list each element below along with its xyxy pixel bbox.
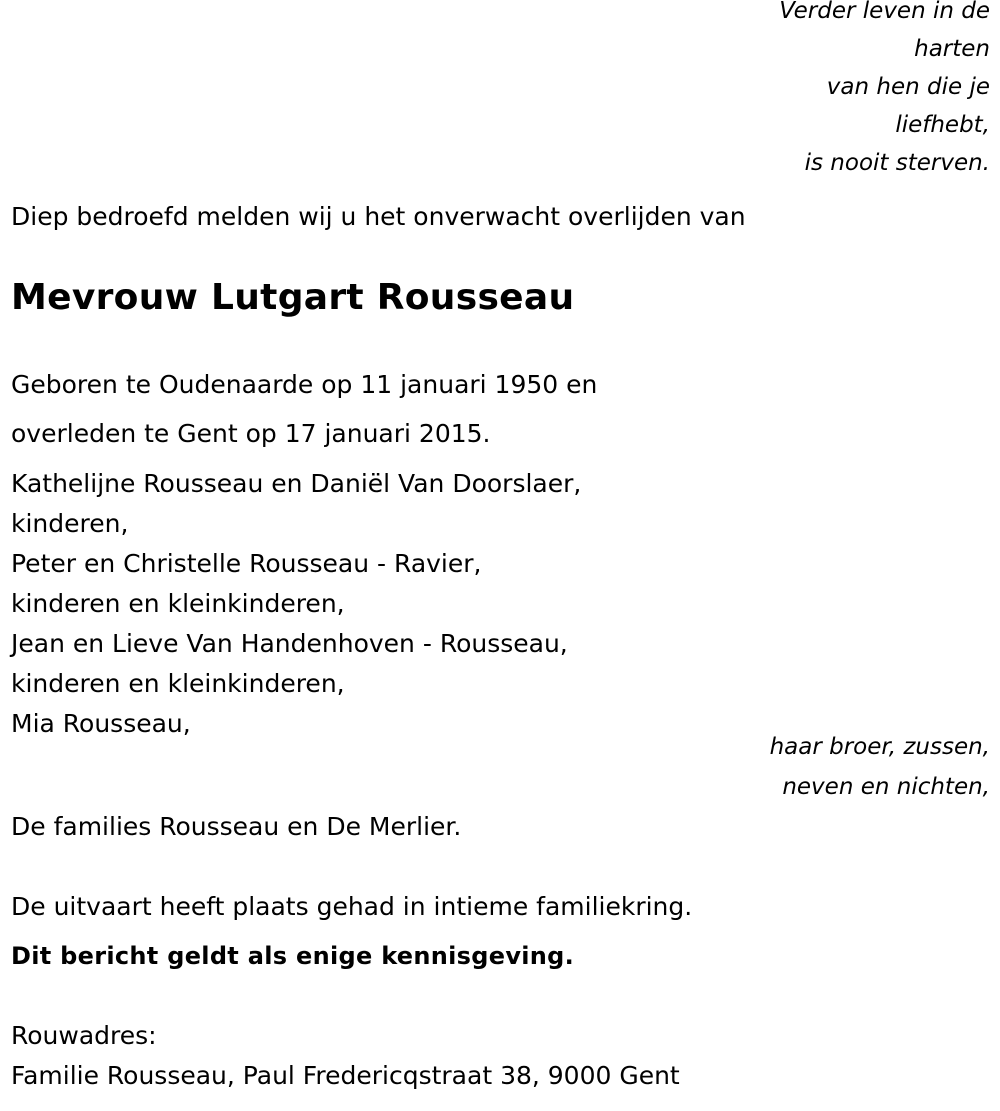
funeral-line: De uitvaart heeft plaats gehad in intieme familiekring. bbox=[11, 892, 693, 921]
death-line: overleden te Gent op 17 januari 2015. bbox=[11, 419, 491, 448]
deceased-name: Mevrouw Lutgart Rousseau bbox=[11, 277, 575, 318]
relations-line: neven en nichten, bbox=[782, 774, 990, 800]
quote-line: is nooit sterven. bbox=[804, 150, 990, 176]
address-value: Familie Rousseau, Paul Fredericqstraat 38, 9000 Gent bbox=[11, 1061, 680, 1090]
family-line: Kathelijne Rousseau en Daniël Van Doorslaer, bbox=[11, 469, 582, 498]
quote-line: van hen die je bbox=[826, 74, 990, 100]
quote-line: liefhebt, bbox=[895, 112, 990, 138]
relations-line: haar broer, zussen, bbox=[769, 734, 990, 760]
quote-line: harten bbox=[914, 36, 990, 62]
family-line: kinderen en kleinkinderen, bbox=[11, 669, 345, 698]
birth-line: Geboren te Oudenaarde op 11 januari 1950 en bbox=[11, 370, 598, 399]
address-label: Rouwadres: bbox=[11, 1021, 157, 1050]
family-line: Jean en Lieve Van Handenhoven - Rousseau, bbox=[11, 629, 568, 658]
family-line: kinderen, bbox=[11, 509, 129, 538]
intro-text: Diep bedroefd melden wij u het onverwacht overlijden van bbox=[11, 202, 746, 231]
families-line: De families Rousseau en De Merlier. bbox=[11, 812, 462, 841]
family-line: kinderen en kleinkinderen, bbox=[11, 589, 345, 618]
notice-line: Dit bericht geldt als enige kennisgeving. bbox=[11, 942, 575, 970]
family-line: Peter en Christelle Rousseau - Ravier, bbox=[11, 549, 482, 578]
quote-line: Verder leven in de bbox=[779, 0, 990, 24]
family-line: Mia Rousseau, bbox=[11, 709, 191, 738]
